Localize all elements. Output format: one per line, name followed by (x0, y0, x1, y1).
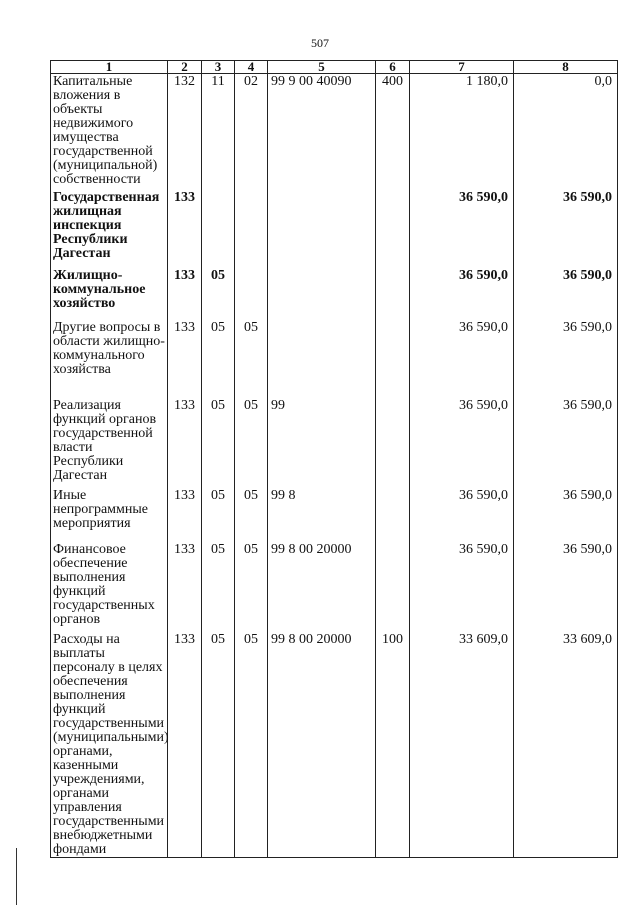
row-code-3: 05 (202, 398, 235, 488)
row-code-5: 99 (268, 398, 376, 488)
row-code-6 (376, 320, 410, 398)
header-col-5: 5 (268, 61, 376, 74)
row-value-7: 36 590,0 (410, 320, 514, 398)
row-value-7: 36 590,0 (410, 268, 514, 320)
row-value-7: 36 590,0 (410, 190, 514, 268)
row-code-5: 99 8 (268, 488, 376, 542)
row-code-4 (235, 190, 268, 268)
row-code-6 (376, 488, 410, 542)
row-code-4: 05 (235, 542, 268, 632)
row-value-7: 33 609,0 (410, 632, 514, 858)
row-code-2: 133 (168, 268, 202, 320)
row-name: Финансовое обеспечение выполнения функций государственных органов (51, 542, 168, 632)
row-code-2: 133 (168, 488, 202, 542)
row-code-2: 133 (168, 632, 202, 858)
row-code-5: 99 8 00 20000 (268, 632, 376, 858)
table-row (51, 320, 618, 398)
header-col-4: 4 (235, 61, 268, 74)
row-code-4: 05 (235, 398, 268, 488)
row-code-5: 99 8 00 20000 (268, 542, 376, 632)
row-code-6 (376, 542, 410, 632)
row-code-2: 132 (168, 74, 202, 190)
table-row (51, 542, 618, 632)
row-value-7: 36 590,0 (410, 542, 514, 632)
row-code-4: 05 (235, 320, 268, 398)
row-value-8: 36 590,0 (514, 488, 618, 542)
row-code-6 (376, 398, 410, 488)
row-code-6 (376, 268, 410, 320)
row-value-7: 36 590,0 (410, 398, 514, 488)
row-code-3: 05 (202, 632, 235, 858)
row-code-2: 133 (168, 320, 202, 398)
table-row (51, 632, 618, 858)
row-code-3: 05 (202, 488, 235, 542)
row-value-7: 1 180,0 (410, 74, 514, 190)
row-value-8: 36 590,0 (514, 190, 618, 268)
header-col-7: 7 (410, 61, 514, 74)
row-value-8: 36 590,0 (514, 268, 618, 320)
row-code-4: 05 (235, 632, 268, 858)
row-code-2: 133 (168, 190, 202, 268)
row-code-5 (268, 190, 376, 268)
table-row (51, 74, 618, 190)
row-value-7: 36 590,0 (410, 488, 514, 542)
row-code-5 (268, 268, 376, 320)
table-row (51, 268, 618, 320)
row-code-2: 133 (168, 398, 202, 488)
row-code-6 (376, 190, 410, 268)
row-value-8: 36 590,0 (514, 320, 618, 398)
row-code-5: 99 9 00 40090 (268, 74, 376, 190)
row-value-8: 36 590,0 (514, 398, 618, 488)
header-col-6: 6 (376, 61, 410, 74)
row-name: Расходы на выплаты персоналу в целях обеспечения выполнения функций государственными (муниципальными) органами, казенными учреждениями, органами управления государственными внебюджетными фондами (51, 632, 168, 858)
row-code-3: 05 (202, 320, 235, 398)
row-value-8: 33 609,0 (514, 632, 618, 858)
row-code-3: 05 (202, 542, 235, 632)
row-code-6: 400 (376, 74, 410, 190)
row-code-3 (202, 190, 235, 268)
row-value-8: 36 590,0 (514, 542, 618, 632)
row-code-3: 05 (202, 268, 235, 320)
budget-table (50, 60, 618, 858)
row-name: Государственная жилищная инспекция Республики Дагестан (51, 190, 168, 268)
header-col-1: 1 (51, 61, 168, 74)
header-col-3: 3 (202, 61, 235, 74)
header-col-8: 8 (514, 61, 618, 74)
row-code-6: 100 (376, 632, 410, 858)
row-code-2: 133 (168, 542, 202, 632)
row-code-4: 02 (235, 74, 268, 190)
row-code-3: 11 (202, 74, 235, 190)
row-name: Капитальные вложения в объекты недвижимого имущества государственной (муниципальной) собственности (51, 74, 168, 190)
row-name: Реализация функций органов государственной власти Республики Дагестан (51, 398, 168, 488)
margin-line (16, 848, 17, 905)
page-number: 507 (311, 36, 329, 50)
row-code-5 (268, 320, 376, 398)
header-row (51, 61, 618, 74)
row-name: Жилищно-коммунальное хозяйство (51, 268, 168, 320)
table-row (51, 190, 618, 268)
row-code-4 (235, 268, 268, 320)
row-name: Другие вопросы в области жилищно-коммунального хозяйства (51, 320, 168, 398)
table-row (51, 488, 618, 542)
header-col-2: 2 (168, 61, 202, 74)
table-row (51, 398, 618, 488)
row-name: Иные непрограммные мероприятия (51, 488, 168, 542)
row-code-4: 05 (235, 488, 268, 542)
row-value-8: 0,0 (514, 74, 618, 190)
